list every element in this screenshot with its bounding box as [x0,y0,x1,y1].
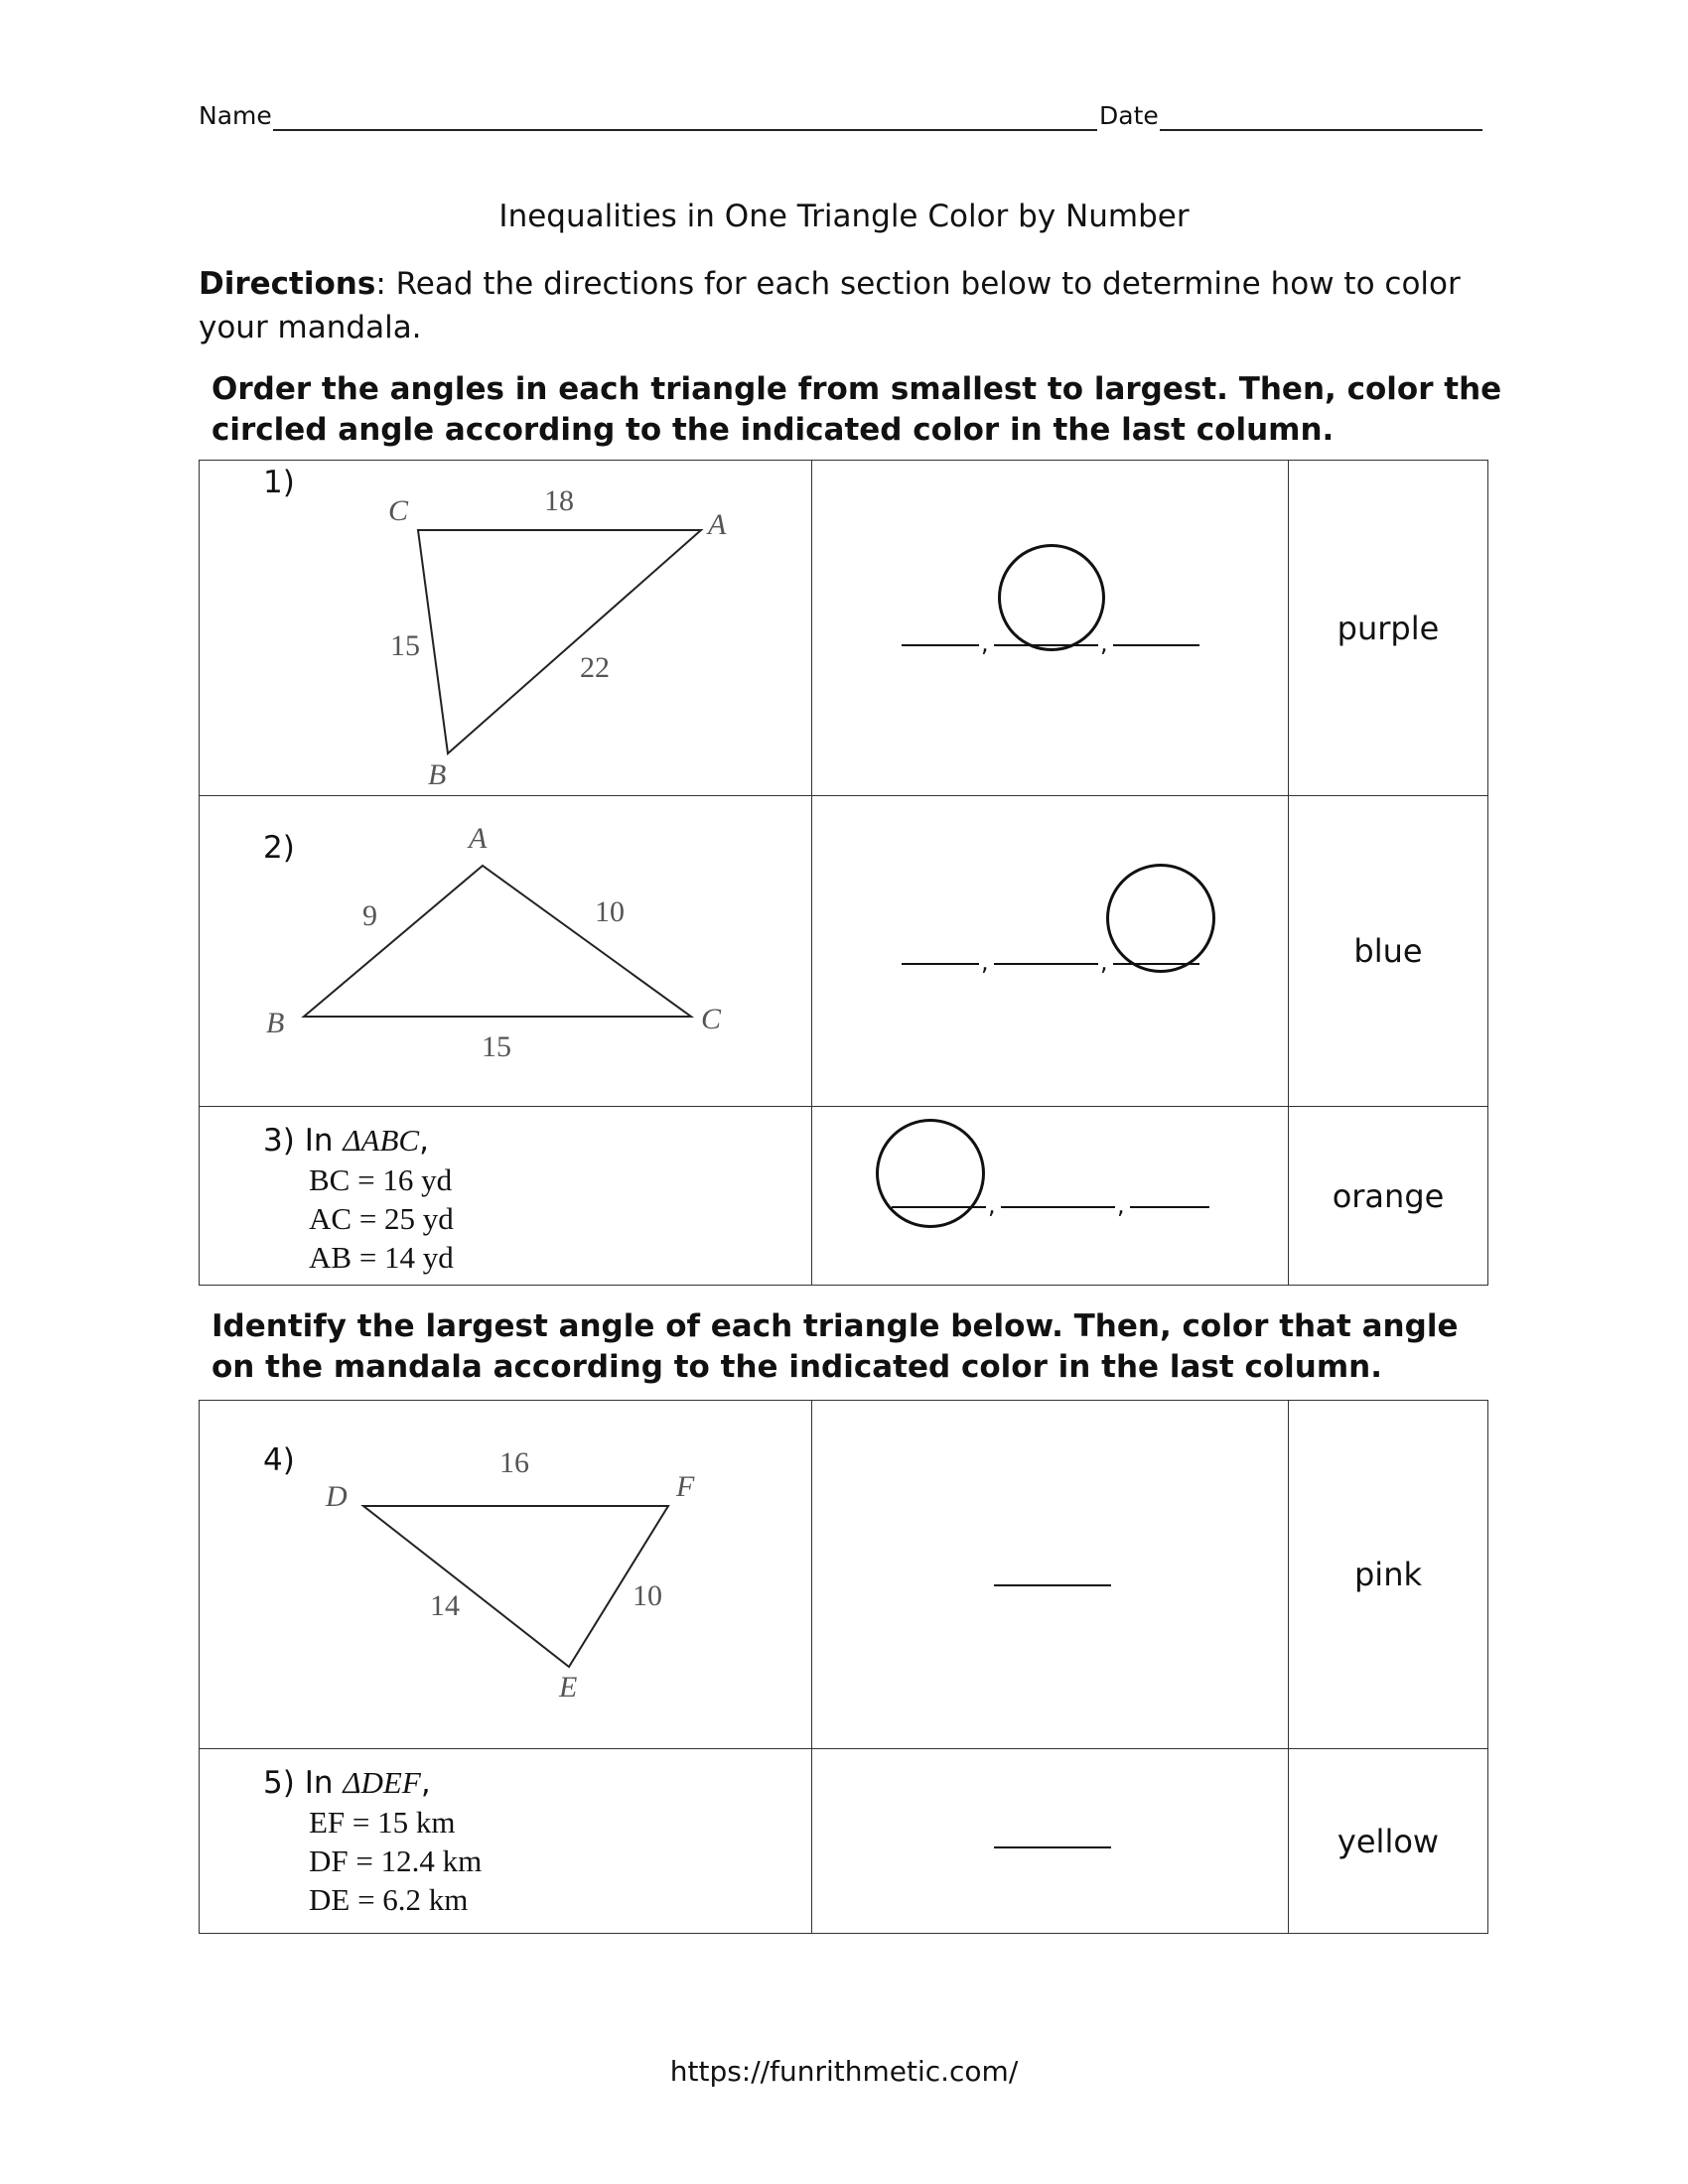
date-field[interactable] [1160,129,1482,131]
directions-text: : Read the directions for each section below to determine how to color your mandala. [199,266,1461,345]
side-label: 10 [595,895,625,928]
triangle-name: ΔDEF [343,1765,421,1800]
problem-2-answer-cell [812,796,1289,1107]
given-line: DF = 12.4 km [309,1843,483,1878]
color-label: pink [1353,1556,1422,1593]
triangle-2-shape [304,866,691,1017]
problem-1-answer-cell [812,461,1289,796]
vertex-label: A [469,822,488,855]
side-label: 10 [633,1579,662,1612]
date-label: Date [1099,101,1159,130]
side-label: 14 [430,1589,460,1622]
given-measures [263,1121,454,1277]
directions [199,262,1489,349]
problem-3-figure-cell [200,1107,812,1286]
problem-5-color-cell [1289,1749,1488,1934]
problem-1-figure-cell [200,461,812,796]
footer-url[interactable]: https://funrithmetic.com/ [669,2055,1019,2088]
problem-3-answer-cell [812,1107,1289,1286]
vertex-label: B [266,1007,285,1039]
answer-blank[interactable] [1130,1206,1209,1208]
given-measures [263,1763,482,1919]
given-line: EF = 15 km [309,1805,456,1840]
color-label: orange [1332,1176,1445,1215]
problem-4-answer-cell [812,1401,1289,1749]
problem-2-row [200,796,1488,1107]
problem-number: 2) [263,830,295,866]
name-label: Name [199,101,272,130]
color-label: purple [1336,609,1440,647]
given-comma: , [419,1123,429,1159]
problem-1-row [200,461,1488,796]
section1-table [199,460,1488,1286]
given-line: AB = 14 yd [309,1240,454,1275]
vertex-label: A [708,508,727,541]
side-label: 9 [362,899,377,932]
section2-table [199,1400,1488,1934]
problem-number: 1) [263,465,295,500]
vertex-label: E [559,1671,578,1704]
problem-1-color-cell [1289,461,1488,796]
problem-4-row [200,1401,1488,1749]
side-label: 18 [544,484,574,517]
vertex-label: C [388,494,409,527]
triangle-4-shape [363,1506,668,1667]
side-label: 16 [499,1446,529,1479]
color-label: yellow [1336,1822,1440,1860]
circled-angle-marker [1106,864,1215,973]
vertex-label: B [428,758,447,791]
vertex-label: C [701,1003,722,1035]
color-label: blue [1353,932,1423,970]
triangle-name: ΔABC [343,1123,420,1158]
given-intro: In [304,1123,344,1159]
answer-blank[interactable] [902,963,979,965]
given-line: AC = 25 yd [309,1201,454,1236]
section2-instructions: Identify the largest angle of each triangle below. Then, color that angle on the mandala according to the indicated color in the last column. [211,1308,1459,1385]
circled-angle-marker [998,544,1105,651]
given-line: DE = 6.2 km [309,1882,469,1917]
circled-angle-marker [876,1119,985,1228]
vertex-label: D [326,1480,348,1513]
comma: , [1100,629,1108,657]
answer-blank[interactable] [994,963,1098,965]
problem-5-answer-cell [812,1749,1289,1934]
comma: , [981,948,989,976]
problem-3-color-cell [1289,1107,1488,1286]
answer-blank[interactable] [1113,644,1199,646]
side-label: 15 [390,629,420,662]
comma: , [988,1191,996,1219]
given-intro: In [304,1765,344,1801]
given-line: BC = 16 yd [309,1162,453,1197]
directions-label: Directions [199,266,376,302]
comma: , [981,629,989,657]
side-label: 22 [580,651,610,684]
problem-2-figure-cell [200,796,812,1107]
given-comma: , [420,1765,431,1801]
problem-3-row [200,1107,1488,1286]
triangle-1-shape [418,530,701,753]
problem-4-figure-cell [200,1401,812,1749]
problem-number: 5) [263,1765,295,1801]
problem-4-color-cell [1289,1401,1488,1749]
answer-blank[interactable] [902,644,979,646]
answer-blank[interactable] [994,1846,1111,1848]
problem-5-row [200,1749,1488,1934]
answer-blank[interactable] [1001,1206,1115,1208]
problem-2-color-cell [1289,796,1488,1107]
vertex-label: F [676,1470,695,1503]
problem-number: 4) [263,1442,295,1478]
comma: , [1117,1191,1125,1219]
section1-instructions: Order the angles in each triangle from smallest to largest. Then, color the circled angle according to the indicated color in the last column. [211,371,1502,448]
problem-number: 3) [263,1123,295,1159]
problem-5-figure-cell [200,1749,812,1934]
name-field[interactable] [273,129,1097,131]
answer-blank[interactable] [994,1584,1111,1586]
worksheet-title: Inequalities in One Triangle Color by Number [498,199,1190,234]
side-label: 15 [482,1030,511,1063]
comma: , [1100,948,1108,976]
